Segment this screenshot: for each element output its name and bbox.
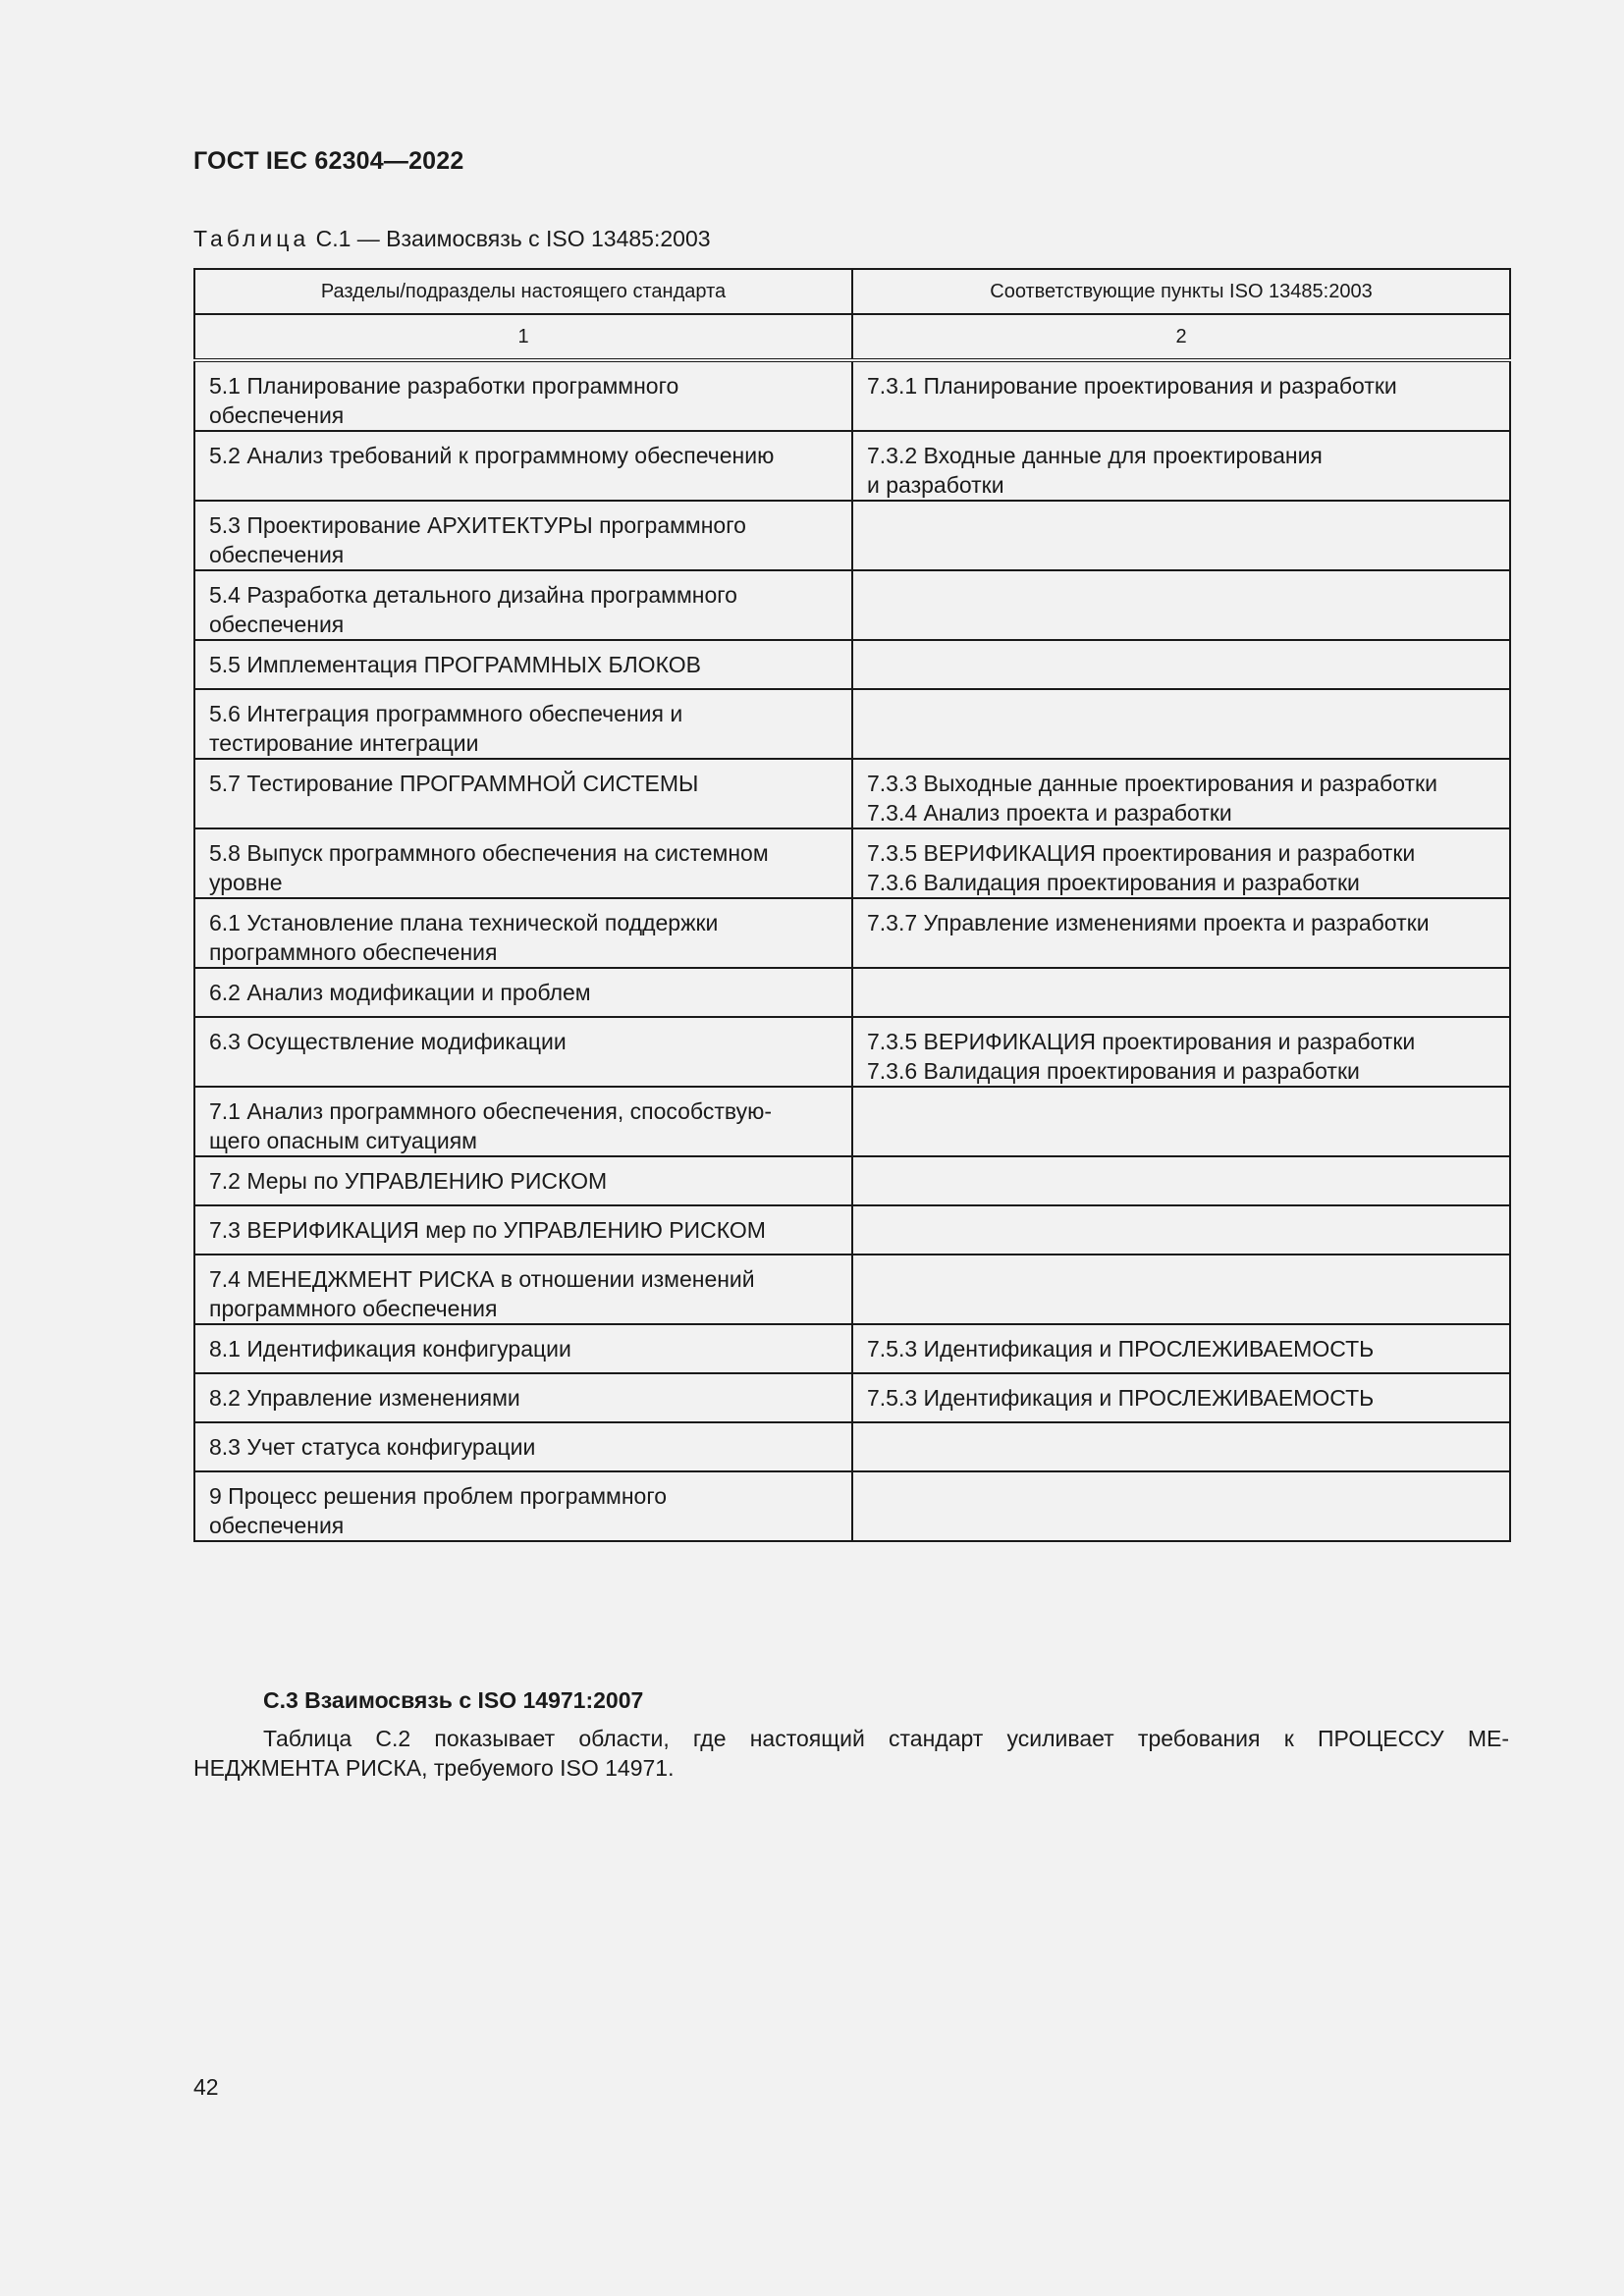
cell-text-line: 5.2 Анализ требований к программному обеспечению [209, 443, 775, 468]
cell-text-line: 5.7 Тестирование ПРОГРАММНОЙ СИСТЕМЫ [209, 771, 699, 796]
column-number-row [194, 314, 1510, 360]
standard-section-cell [194, 1017, 852, 1087]
standard-section-cell [194, 1422, 852, 1471]
cell-text-line: 5.1 Планирование разработки программного [209, 373, 679, 399]
section-heading: С.3 Взаимосвязь с ISO 14971:2007 [263, 1687, 644, 1713]
cell-text-line: уровне [209, 870, 283, 895]
iso-clause-cell [852, 1087, 1510, 1156]
cell-text-line: обеспечения [209, 402, 345, 428]
cell-text-line: 7.4 МЕНЕДЖМЕНТ РИСКА в отношении изменений [209, 1266, 755, 1292]
cell-text-line: 7.3.7 Управление изменениями проекта и разработки [867, 910, 1430, 935]
document-header: ГОСТ IEC 62304—2022 [193, 147, 464, 175]
correspondence-table [193, 268, 1511, 1542]
standard-section-cell [194, 640, 852, 689]
cell-text-line: программного обеспечения [209, 1296, 498, 1321]
cell-text-line: 7.3.5 ВЕРИФИКАЦИЯ проектирования и разработки [867, 1029, 1416, 1054]
cell-text-line: 6.1 Установление плана технической поддержки [209, 910, 719, 935]
table-caption-title: С.1 — Взаимосвязь с ISO 13485:2003 [309, 226, 711, 251]
standard-section-cell [194, 689, 852, 759]
iso-clause-cell [852, 570, 1510, 640]
standard-section-cell [194, 759, 852, 828]
iso-clause-cell [852, 968, 1510, 1017]
cell-text-line: 7.3.5 ВЕРИФИКАЦИЯ проектирования и разработки [867, 840, 1416, 866]
cell-text-line: 5.4 Разработка детального дизайна программного [209, 582, 737, 608]
cell-text-line: 7.5.3 Идентификация и ПРОСЛЕЖИВАЕМОСТЬ [867, 1336, 1375, 1362]
cell-text-line: 8.2 Управление изменениями [209, 1385, 520, 1411]
standard-section-cell [194, 1156, 852, 1205]
standard-section-cell [194, 1205, 852, 1255]
cell-text-line: 6.2 Анализ модификации и проблем [209, 980, 591, 1005]
standard-section-cell [194, 968, 852, 1017]
standard-section-cell [194, 1255, 852, 1324]
cell-text-line: программного обеспечения [209, 939, 498, 965]
section-paragraph [193, 1724, 1509, 1783]
standard-section-cell [194, 570, 852, 640]
standard-section-cell [194, 898, 852, 968]
cell-text-line: 8.1 Идентификация конфигурации [209, 1336, 571, 1362]
iso-clause-cell [852, 1156, 1510, 1205]
table-row [194, 1255, 1510, 1324]
page-number: 42 [193, 2074, 219, 2100]
standard-section-cell [194, 360, 852, 431]
iso-clause-cell [852, 759, 1510, 828]
column-header-sections: Разделы/подразделы настоящего стандарта [194, 269, 852, 314]
column-header-iso-clauses: Соответствующие пункты ISO 13485:2003 [852, 269, 1510, 314]
table-row [194, 431, 1510, 501]
iso-clause-cell [852, 689, 1510, 759]
standard-section-cell [194, 1087, 852, 1156]
iso-clause-cell [852, 1205, 1510, 1255]
cell-text-line: 7.3.6 Валидация проектирования и разработки [867, 1058, 1360, 1084]
table-header-row [194, 269, 1510, 314]
table-caption-label: Таблица [193, 226, 310, 251]
table-row [194, 1205, 1510, 1255]
cell-text-line: 7.1 Анализ программного обеспечения, способствую- [209, 1098, 773, 1124]
cell-text-line: 7.2 Меры по УПРАВЛЕНИЮ РИСКОМ [209, 1168, 608, 1194]
standard-section-cell [194, 431, 852, 501]
iso-clause-cell [852, 640, 1510, 689]
table-row [194, 501, 1510, 570]
cell-text-line: тестирование интеграции [209, 730, 479, 756]
table-row [194, 1017, 1510, 1087]
standard-section-cell [194, 1324, 852, 1373]
cell-text-line: 7.3.3 Выходные данные проектирования и разработки [867, 771, 1437, 796]
cell-text-line: обеспечения [209, 542, 345, 567]
cell-text-line: 6.3 Осуществление модификации [209, 1029, 567, 1054]
cell-text-line: 7.3.2 Входные данные для проектирования [867, 443, 1323, 468]
cell-text-line: 5.3 Проектирование АРХИТЕКТУРЫ программного [209, 512, 746, 538]
cell-text-line: 8.3 Учет статуса конфигурации [209, 1434, 536, 1460]
paragraph-line: Таблица С.2 показывает области, где настоящий стандарт усиливает требования к ПРОЦЕССУ МЕ- [263, 1726, 1509, 1751]
iso-clause-cell [852, 1422, 1510, 1471]
table-row [194, 640, 1510, 689]
cell-text-line: 7.3 ВЕРИФИКАЦИЯ мер по УПРАВЛЕНИЮ РИСКОМ [209, 1217, 766, 1243]
iso-clause-cell [852, 1324, 1510, 1373]
cell-text-line: 7.3.1 Планирование проектирования и разработки [867, 373, 1397, 399]
iso-clause-cell [852, 828, 1510, 898]
table-caption [193, 226, 711, 252]
cell-text-line: обеспечения [209, 612, 345, 637]
iso-clause-cell [852, 1017, 1510, 1087]
cell-text-line: 5.5 Имплементация ПРОГРАММНЫХ БЛОКОВ [209, 652, 701, 677]
standard-section-cell [194, 1373, 852, 1422]
table-row [194, 570, 1510, 640]
iso-clause-cell [852, 1471, 1510, 1541]
paragraph-line: НЕДЖМЕНТА РИСКА, требуемого ISO 14971. [193, 1755, 675, 1781]
table-row [194, 1471, 1510, 1541]
table-row [194, 1156, 1510, 1205]
iso-clause-cell [852, 898, 1510, 968]
cell-text-line: 9 Процесс решения проблем программного [209, 1483, 668, 1509]
iso-clause-cell [852, 501, 1510, 570]
table-row [194, 1373, 1510, 1422]
cell-text-line: 7.3.6 Валидация проектирования и разработки [867, 870, 1360, 895]
standard-section-cell [194, 828, 852, 898]
cell-text-line: 7.3.4 Анализ проекта и разработки [867, 800, 1232, 826]
table-row [194, 689, 1510, 759]
cell-text-line: 5.8 Выпуск программного обеспечения на системном [209, 840, 769, 866]
table-row [194, 1087, 1510, 1156]
table-row [194, 1422, 1510, 1471]
table-row [194, 759, 1510, 828]
cell-text-line: щего опасным ситуациям [209, 1128, 477, 1153]
table-row [194, 360, 1510, 431]
column-number: 1 [194, 314, 852, 360]
cell-text-line: 5.6 Интеграция программного обеспечения и [209, 701, 683, 726]
table-row [194, 898, 1510, 968]
cell-text-line: обеспечения [209, 1513, 345, 1538]
iso-clause-cell [852, 431, 1510, 501]
standard-section-cell [194, 1471, 852, 1541]
cell-text-line: и разработки [867, 472, 1004, 498]
iso-clause-cell [852, 360, 1510, 431]
column-number: 2 [852, 314, 1510, 360]
table-row [194, 968, 1510, 1017]
table-row [194, 828, 1510, 898]
table-row [194, 1324, 1510, 1373]
iso-clause-cell [852, 1255, 1510, 1324]
cell-text-line: 7.5.3 Идентификация и ПРОСЛЕЖИВАЕМОСТЬ [867, 1385, 1375, 1411]
standard-section-cell [194, 501, 852, 570]
iso-clause-cell [852, 1373, 1510, 1422]
